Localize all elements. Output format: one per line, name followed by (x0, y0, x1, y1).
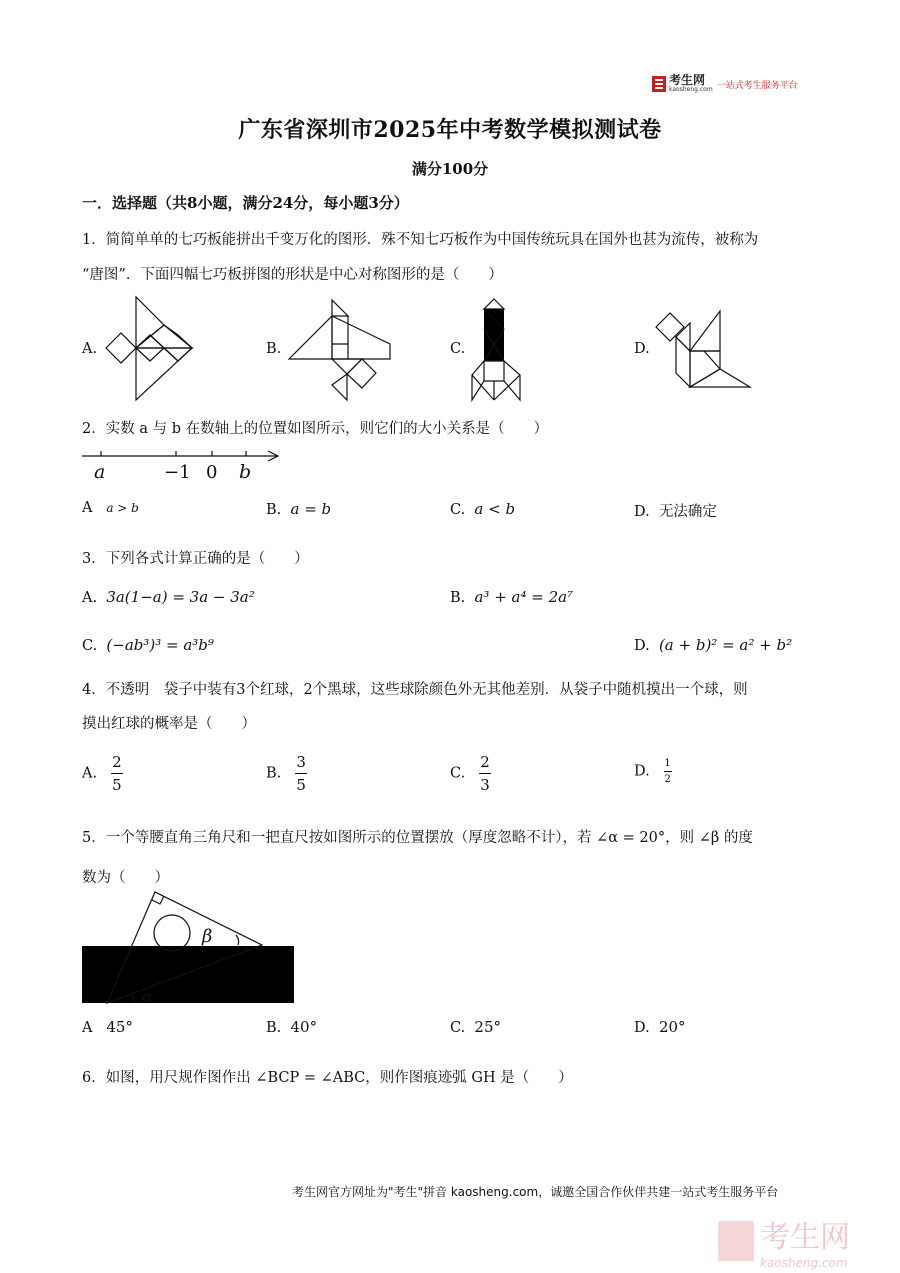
q3-option-b: B. a³ + a⁴ = 2a⁷ (450, 588, 574, 606)
q4-option-c: C. $\frac{2}{3}$ (450, 753, 490, 794)
section-heading: 一．选择题（共8小题，满分24分，每小题3分） (82, 194, 409, 212)
q1-option-d-label: D. (634, 341, 650, 357)
q2-option-d: D. 无法确定 (634, 504, 717, 520)
q1-option-a-label: A. (82, 341, 98, 357)
q4-option-d: D. $\frac{1}{2}$ (634, 758, 671, 785)
q4-line1: 4．不透明 袋子中装有3个红球，2个黑球，这些球除颜色外无其他差别．从袋子中随机摸出一个球，则 (82, 682, 748, 698)
q2-option-b: B. a = b (266, 500, 332, 518)
q3-option-a: A. 3a(1−a) = 3a − 3a² (82, 588, 255, 606)
header-logo (652, 73, 798, 95)
q2-number-line (80, 448, 285, 482)
watermark-logo-icon (718, 1221, 754, 1261)
q5-figure (80, 888, 298, 1006)
q3-option-c: C. (−ab³)³ = a³b⁹ (82, 636, 214, 654)
q1-figure-d (654, 309, 754, 391)
page-title: 广东省深圳市2025年中考数学模拟测试卷 (238, 117, 662, 143)
q2-axis-label-minus1: −1 (164, 462, 191, 482)
q1-figure-b (286, 298, 394, 402)
header-slogan: 一站式考生服务平台 (716, 80, 798, 91)
q5-line2: 数为（ ） (82, 870, 169, 886)
watermark-url: kaosheng.com (760, 1256, 848, 1270)
q1-option-b-label: B. (266, 341, 282, 357)
q5-label-alpha: α (142, 987, 153, 1006)
q2-stem: 2．实数 a 与 b 在数轴上的位置如图所示，则它们的大小关系是（ ） (82, 421, 549, 437)
q1-figure-c (470, 297, 522, 403)
q5-option-b: B. 40° (266, 1018, 318, 1036)
page-subtitle: 满分100分 (411, 160, 489, 178)
q3-option-d: D. (a + b)² = a² + b² (634, 636, 793, 654)
q4-line2: 摸出红球的概率是（ ） (82, 716, 256, 732)
q1-figure-a (104, 295, 196, 403)
q4-option-b: B. $\frac{3}{5}$ (266, 753, 306, 794)
q3-stem: 3．下列各式计算正确的是（ ） (82, 551, 309, 567)
q2-axis-label-0: 0 (206, 462, 218, 482)
logo-url: kaosheng.com (669, 86, 713, 93)
q2-option-a: A a > b (82, 500, 139, 516)
logo-text: 考生网 (669, 73, 706, 87)
q2-axis-label-b: b (239, 461, 252, 482)
q5-label-beta: β (202, 926, 213, 947)
q1-line2: “唐图”．下面四幅七巧板拼图的形状是中心对称图形的是（ ） (82, 267, 503, 283)
page-footer: 考生网官方网址为"考生"拼音 kaosheng.com，诚邀全国合作伙伴共建一站式考生服务平台 (292, 1185, 779, 1199)
q5-option-a: A 45° (82, 1018, 133, 1036)
q6-stem: 6．如图，用尺规作图作出 ∠BCP = ∠ABC，则作图痕迹弧 GH 是（ ） (82, 1070, 573, 1086)
q5-option-c: C. 25° (450, 1018, 501, 1036)
watermark (718, 1212, 850, 1270)
q1-option-c-label: C. (450, 341, 466, 357)
logo-mark-icon (652, 76, 666, 92)
q5-line1: 5．一个等腰直角三角尺和一把直尺按如图所示的位置摆放（厚度忽略不计），若 ∠α = 20°，则 ∠β 的度 (82, 830, 753, 846)
q2-axis-label-a: a (94, 461, 106, 482)
watermark-text: 考生网 (760, 1220, 850, 1255)
q5-option-d: D. 20° (634, 1018, 686, 1036)
q2-option-c: C. a < b (450, 500, 516, 518)
q4-option-a: A. $\frac{2}{5}$ (82, 753, 122, 794)
q1-line1: 1．简简单单的七巧板能拼出千变万化的图形．殊不知七巧板作为中国传统玩具在国外也甚为流传，被称为 (82, 232, 759, 248)
